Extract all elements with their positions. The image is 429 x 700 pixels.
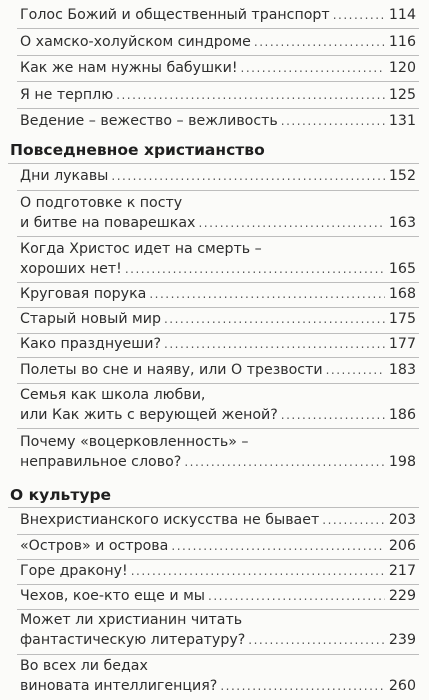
toc-entry[interactable]: [20, 385, 416, 425]
toc-entry[interactable]: [20, 510, 416, 530]
toc-entry-title: Како празднуеши?: [20, 336, 161, 352]
toc-entry-title: Дни лукавы: [20, 168, 109, 184]
toc-entry[interactable]: [20, 32, 416, 52]
toc-entry-title: Я не терплю: [20, 87, 114, 103]
toc-entry[interactable]: [20, 360, 416, 380]
dot-leader: [322, 510, 385, 530]
toc-entry[interactable]: [20, 586, 416, 606]
section-divider: [8, 163, 419, 164]
toc-entry[interactable]: [20, 58, 416, 78]
toc-entry-title: Горе дракону!: [20, 563, 128, 579]
toc-entry-page: 217: [388, 563, 416, 579]
toc-entry[interactable]: [20, 309, 416, 329]
section-title: Повседневное христианство: [10, 141, 265, 159]
toc-entry-page: 131: [388, 113, 416, 129]
toc-entry-page: 168: [388, 286, 416, 302]
dot-leader: [116, 85, 385, 105]
toc-entry-title: Внехристианского искусства не бывает: [20, 512, 320, 528]
toc-entry-page: 175: [388, 311, 416, 327]
divider: [17, 28, 419, 29]
toc-entry-title: О подготовке к посту: [20, 195, 183, 211]
dot-leader: [281, 405, 385, 425]
toc-entry-title: Старый новый мир: [20, 311, 161, 327]
dot-leader: [164, 309, 385, 329]
toc-entry-page: 163: [388, 215, 416, 231]
divider: [17, 282, 419, 283]
dot-leader: [326, 360, 385, 380]
divider: [17, 584, 419, 585]
divider: [17, 236, 419, 237]
dot-leader: [333, 5, 385, 25]
dot-leader: [164, 334, 385, 354]
divider: [17, 55, 419, 56]
dot-leader: [198, 213, 384, 233]
divider: [17, 357, 419, 358]
toc-entry-page: 125: [388, 87, 416, 103]
toc-entry-page: 120: [388, 60, 416, 76]
divider: [17, 559, 419, 560]
toc-entry-title: Семья как школа любви,: [20, 387, 206, 403]
toc-entry-title-line2: неправильное слово?: [20, 454, 182, 470]
divider: [17, 190, 419, 191]
toc-entry-title: Когда Христос идет на смерть –: [20, 241, 262, 257]
dot-leader: [149, 284, 385, 304]
toc-entry[interactable]: [20, 239, 416, 279]
toc-entry-page: 198: [388, 454, 416, 470]
toc-entry-page: 239: [388, 632, 416, 648]
dot-leader: [111, 166, 385, 186]
toc-entry[interactable]: [20, 166, 416, 186]
section-title: О культуре: [10, 486, 112, 504]
toc-entry[interactable]: [20, 561, 416, 581]
toc-entry-title: Ведение – вежество – вежливость: [20, 113, 278, 129]
toc-entry-page: 177: [388, 336, 416, 352]
dot-leader: [184, 452, 385, 472]
toc-entry-title: «Остров» и острова: [20, 538, 169, 554]
toc-entry[interactable]: [20, 334, 416, 354]
divider: [17, 534, 419, 535]
toc-entry[interactable]: [20, 432, 416, 472]
dot-leader: [241, 58, 385, 78]
toc-entry-title: Почему «воцерковленность» –: [20, 434, 249, 450]
divider: [17, 428, 419, 429]
toc-entry-page: 114: [388, 7, 416, 23]
dot-leader: [254, 32, 385, 52]
toc-entry-title-line2: хороших нет!: [20, 261, 122, 277]
divider: [17, 383, 419, 384]
divider: [17, 81, 419, 82]
toc-entry-page: 260: [388, 678, 416, 694]
toc-entry[interactable]: [20, 193, 416, 233]
toc-entry-title: Во всех ли бедах: [20, 658, 148, 674]
toc-entry[interactable]: [20, 610, 416, 650]
divider: [17, 307, 419, 308]
toc-entry-title: Полеты во сне и наяву, или О трезвости: [20, 362, 323, 378]
toc-entry-title-line2: фантастическую литературу?: [20, 632, 246, 648]
dot-leader: [131, 561, 385, 581]
toc-entry-title: Как же нам нужны бабушки!: [20, 60, 238, 76]
divider: [17, 654, 419, 655]
toc-entry[interactable]: [20, 85, 416, 105]
toc-entry-title: О хамско-холуйском синдроме: [20, 34, 251, 50]
dot-leader: [208, 586, 385, 606]
section-divider: [8, 507, 419, 508]
toc-entry-page: 165: [388, 261, 416, 277]
dot-leader: [125, 259, 385, 279]
toc-entry[interactable]: [20, 111, 416, 131]
toc-entry[interactable]: [20, 5, 416, 25]
toc-entry-page: 152: [388, 168, 416, 184]
toc-entry-title: Круговая порука: [20, 286, 147, 302]
toc-entry[interactable]: [20, 656, 416, 696]
toc-entry-title-line2: или Как жить с верующей женой?: [20, 407, 278, 423]
toc-entry-page: 206: [388, 538, 416, 554]
toc-entry-page: 183: [388, 362, 416, 378]
divider: [17, 108, 419, 109]
toc-entry-title-line2: и битве на поварешках: [20, 215, 196, 231]
toc-entry-title: Может ли христианин читать: [20, 612, 243, 628]
toc-entry[interactable]: [20, 284, 416, 304]
toc-entry-page: 229: [388, 588, 416, 604]
toc-entry-title: Чехов, кое-кто еще и мы: [20, 588, 205, 604]
toc-entry-page: 116: [388, 34, 416, 50]
toc-entry-title: Голос Божий и общественный транспорт: [20, 7, 330, 23]
dot-leader: [281, 111, 385, 131]
dot-leader: [171, 536, 385, 556]
dot-leader: [248, 630, 385, 650]
toc-entry[interactable]: [20, 536, 416, 556]
toc-entry-title-line2: виновата интеллигенция?: [20, 678, 218, 694]
toc-entry-page: 186: [388, 407, 416, 423]
dot-leader: [220, 676, 385, 696]
toc-entry-page: 203: [388, 512, 416, 528]
